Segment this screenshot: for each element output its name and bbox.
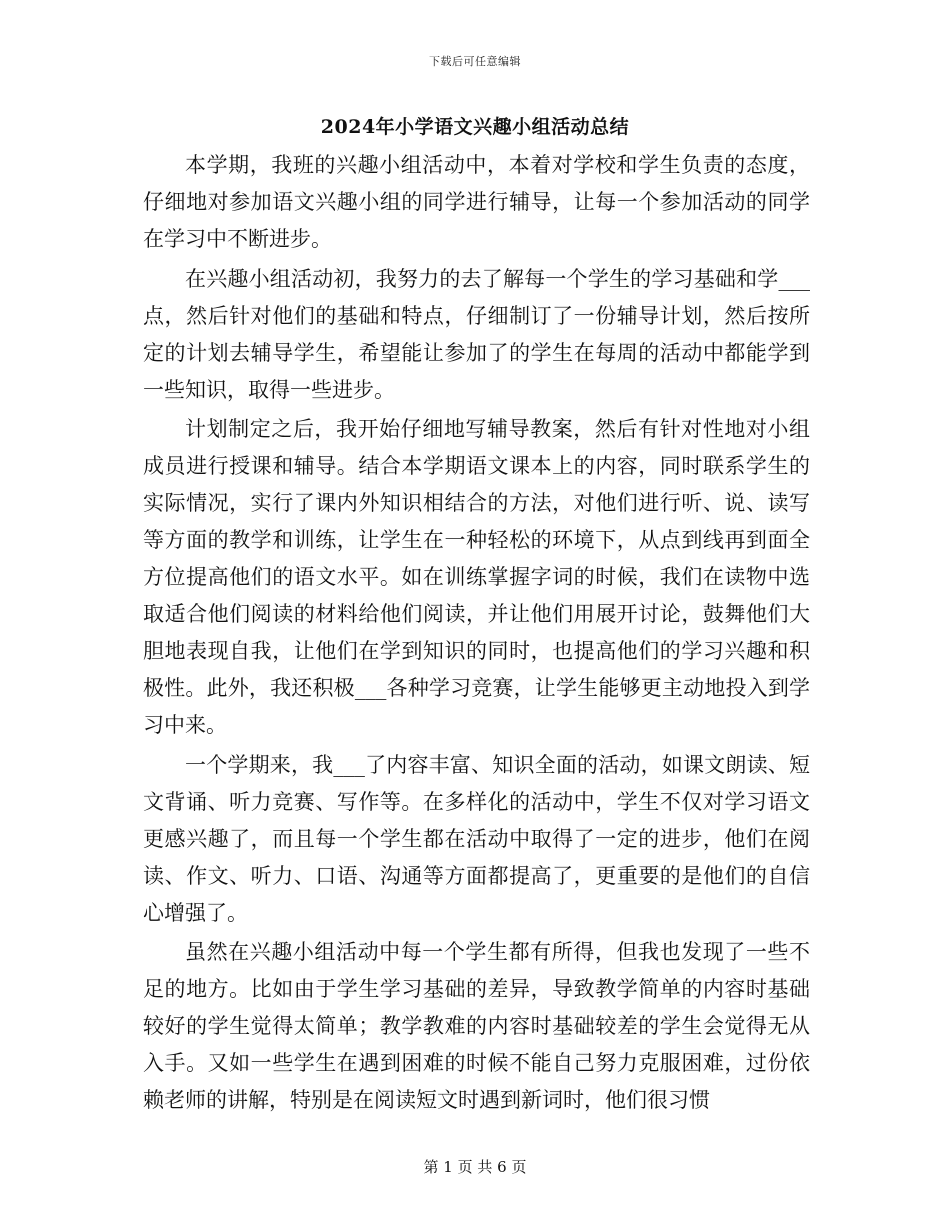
page-header: 下载后可任意编辑 [429,55,521,68]
document-title: 2024年小学语文兴趣小组活动总结 [320,116,630,138]
paragraph-4: 一个学期来，我___了内容丰富、知识全面的活动，如课文朗读、短文背诵、听力竞赛、写作等。在多样化的活动中，学生不仅对学习语文更感兴趣了，而且每一个学生都在活动中取得了一定的进步，他们在阅读、作文、听力、口语、沟通等方面都提高了，更重要的是他们的自信心增强了。 [143,752,810,925]
paragraph-3: 计划制定之后，我开始仔细地写辅导教案，然后有针对性地对小组成员进行授课和辅导。结合本学期语文课本上的内容，同时联系学生的实际情况，实行了课内外知识相结合的方法，对他们进行听、说、读写等方面的教学和训练，让学生在一种轻松的环境下，从点到线再到面全方位提高他们的语文水平。如在训练掌握字词的时候，我们在读物中选取适合他们阅读的材料给他们阅读，并让他们用展开讨论，鼓舞他们大胆地表现自我，让他们在学到知识的同时，也提高他们的学习兴趣和积极性。此外，我还积极___各种学习竞赛，让学生能够更主动地投入到学习中来。 [143,417,810,737]
paragraph-2: 在兴趣小组活动初，我努力的去了解每一个学生的学习基础和学___点，然后针对他们的基础和特点，仔细制订了一份辅导计划，然后按所定的计划去辅导学生，希望能让参加了的学生在每周的活动中都能学到一些知识，取得一些进步。 [143,266,810,402]
paragraph-5: 虽然在兴趣小组活动中每一个学生都有所得，但我也发现了一些不足的地方。比如由于学生学习基础的差异，导致教学简单的内容时基础较好的学生觉得太简单；教学教难的内容时基础较差的学生会觉得无从入手。又如一些学生在遇到困难的时候不能自己努力克服困难，过份依赖老师的讲解，特别是在阅读短文时遇到新词时，他们很习惯 [143,940,810,1112]
paragraph-1: 本学期，我班的兴趣小组活动中，本着对学校和学生负责的态度，仔细地对参加语文兴趣小组的同学进行辅导，让每一个参加活动的同学在学习中不断进步。 [143,153,810,251]
document-body [143,147,810,1122]
page-footer: 第 1 页 共 6 页 [423,1158,527,1176]
